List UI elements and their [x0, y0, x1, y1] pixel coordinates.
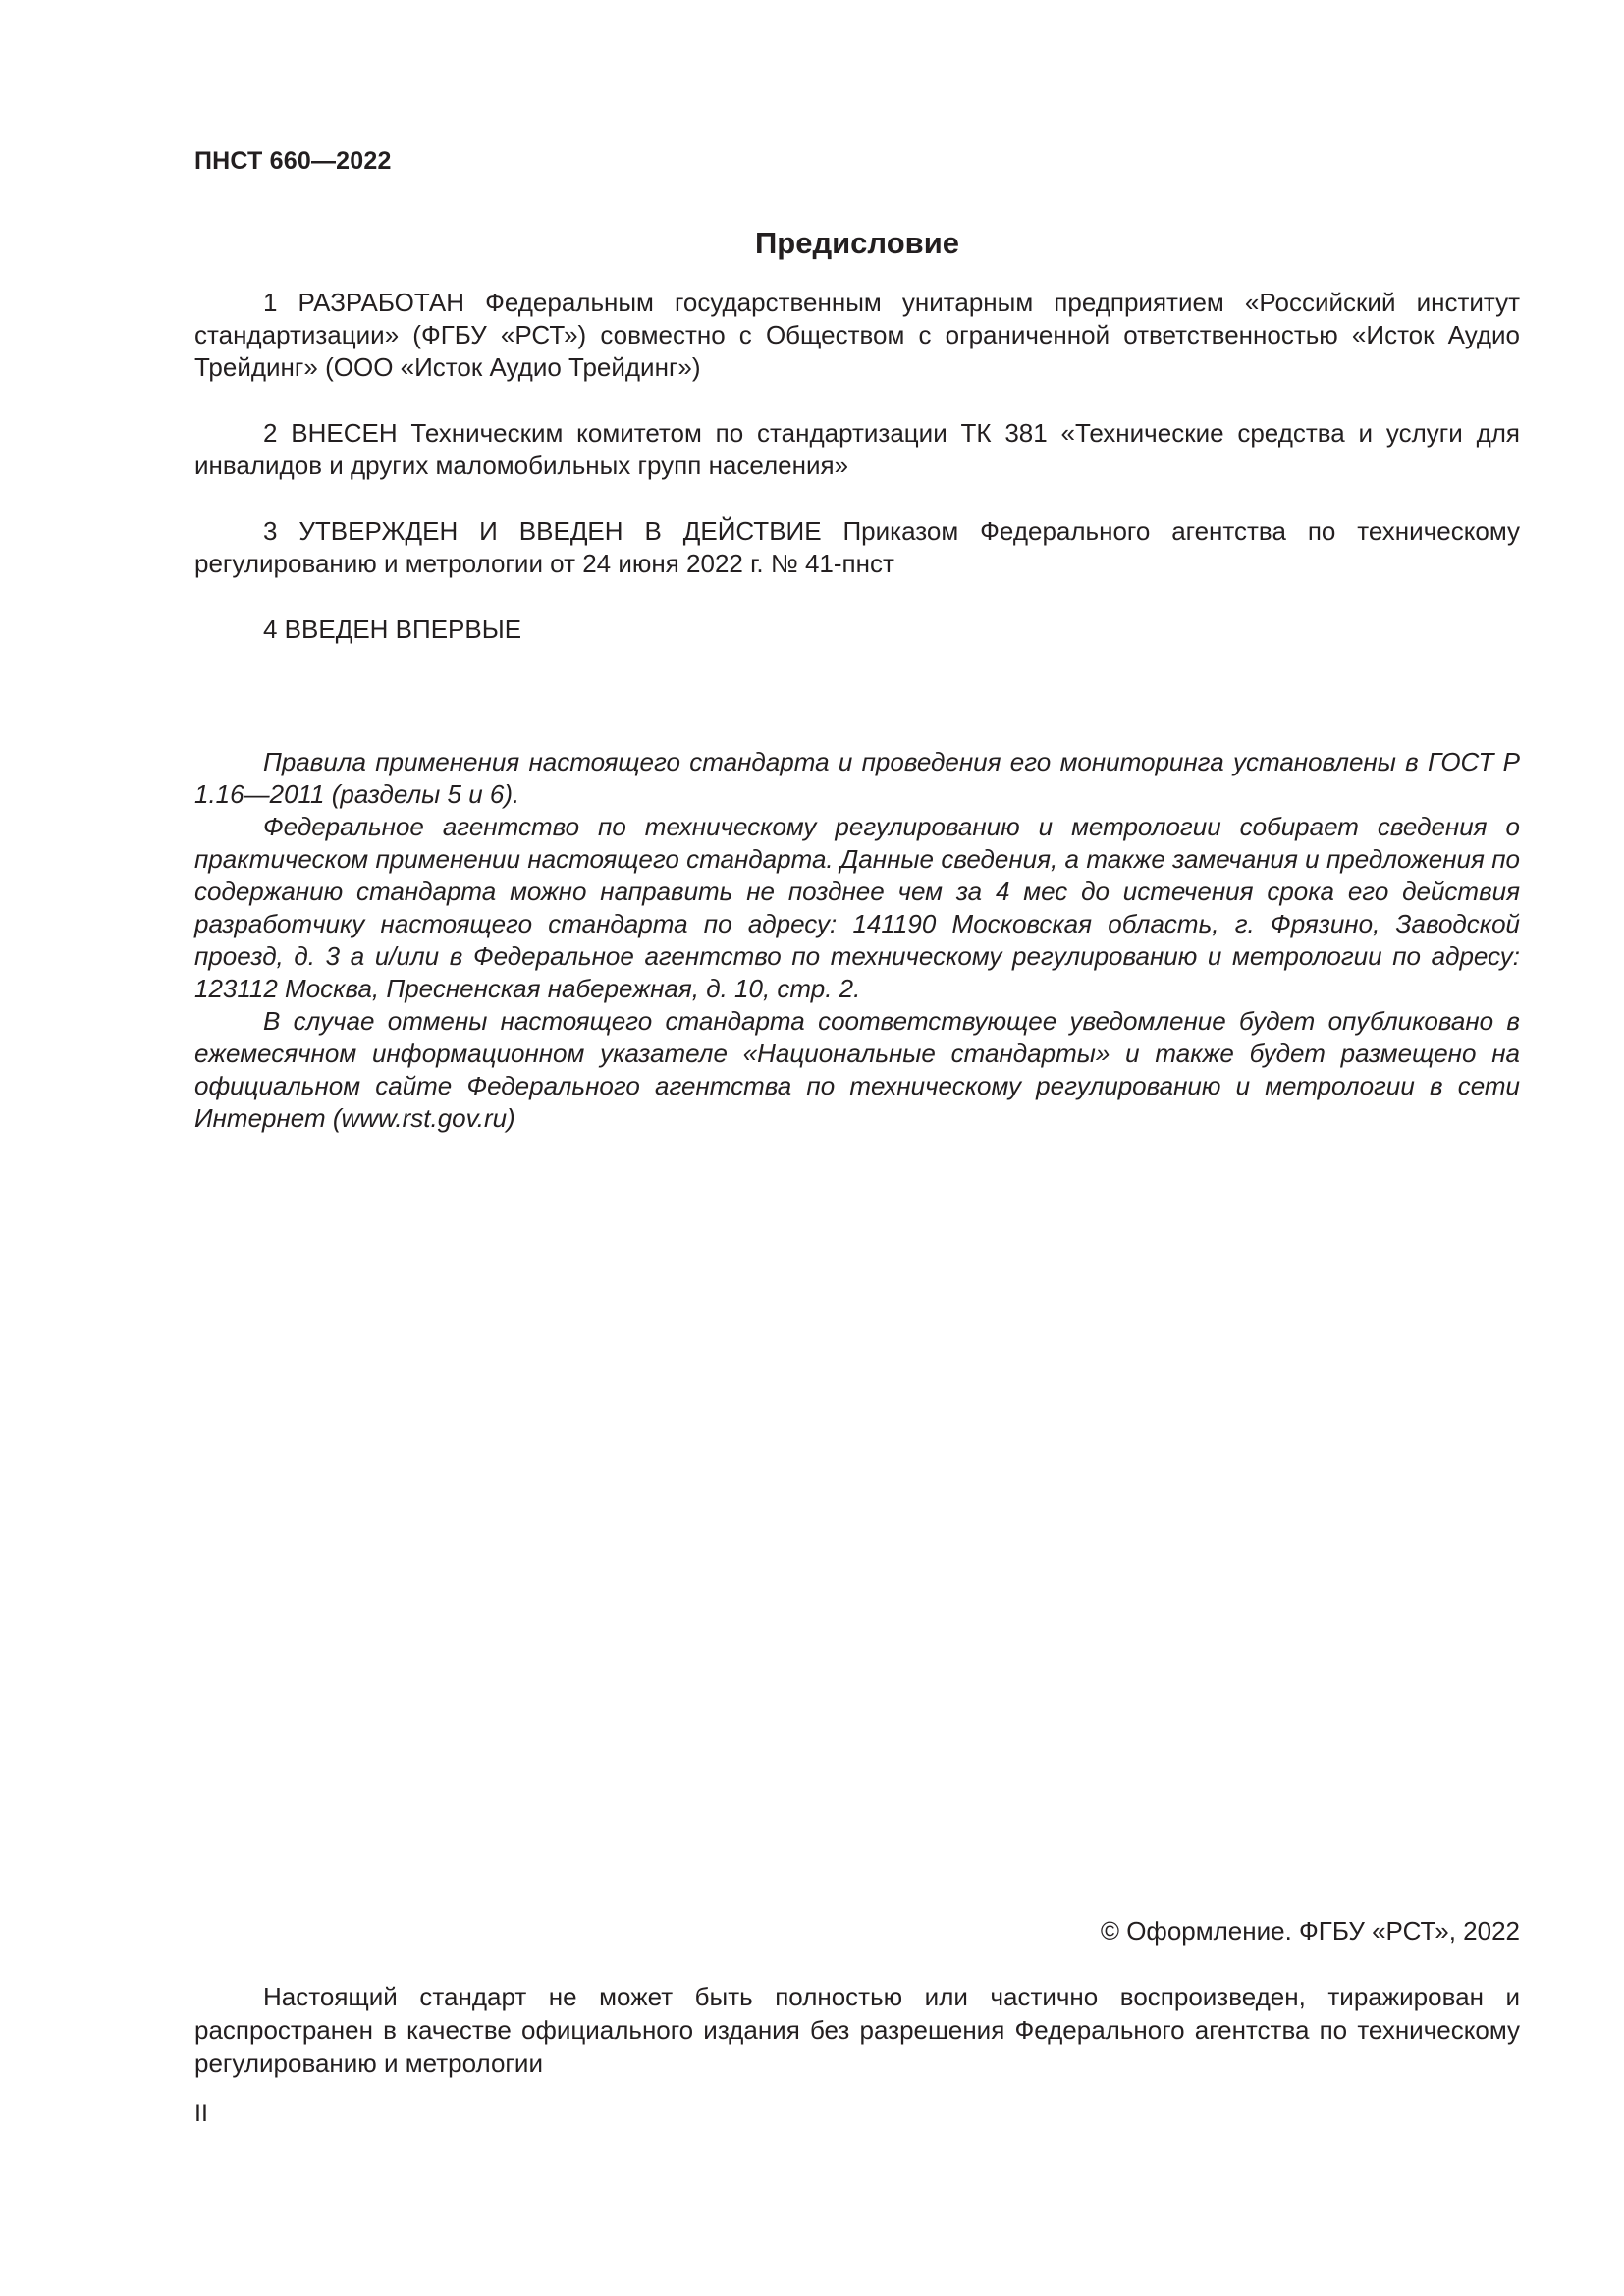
page-number: II: [194, 2100, 208, 2127]
document-code: ПНСТ 660—2022: [194, 147, 392, 175]
foreword-item-3: 3 УТВЕРЖДЕН И ВВЕДЕН В ДЕЙСТВИЕ Приказом Федерального агентства по техническому регулированию и метрологии от 24 июня 2022 г. № 41-пнст: [194, 516, 1520, 578]
foreword-title: Предисловие: [754, 226, 959, 260]
application-notice: [194, 746, 1520, 1135]
notice-paragraph-3: В случае отмены настоящего стандарта соответствующее уведомление будет опубликовано в ежемесячном информационном указателе «Национальные стандарты» и также будет размещено на официальном сайте Федерального агентства по техническому регулированию и метрологии в сети Интернет (www.rst.gov.ru): [194, 1006, 1520, 1133]
foreword-item-4: 4 ВВЕДЕН ВПЕРВЫЕ: [263, 614, 522, 644]
reproduction-note: Настоящий стандарт не может быть полностью или частично воспроизведен, тиражирован и распространен в качестве официального издания без разрешения Федерального агентства по техническому регулированию и метрологии: [194, 1982, 1520, 2078]
copyright-line: © Оформление. ФГБУ «РСТ», 2022: [1100, 1916, 1520, 1946]
notice-paragraph-1: Правила применения настоящего стандарта и проведения его мониторинга установлены в ГОСТ Р 1.16—2011 (разделы 5 и 6).: [194, 747, 1520, 809]
foreword-item-1: 1 РАЗРАБОТАН Федеральным государственным унитарным предприятием «Российский институт стандартизации» (ФГБУ «РСТ») совместно с Обществом с ограниченной ответственностью «Исток Аудио Трейдинг» (ООО «Исток Аудио Трейдинг»): [194, 288, 1520, 382]
notice-paragraph-2: Федеральное агентство по техническому регулированию и метрологии собирает сведения о практическом применении настоящего стандарта. Данные сведения, а также замечания и предложения по содержанию стандарта можно направить не позднее чем за 4 мес до истечения срока его действия разработчику настоящего стандарта по адресу: 141190 Московская область, г. Фрязино, Заводской проезд, д. 3 а и/или в Федеральное агентство по техническому регулированию и метрологии по адресу: 123112 Москва, Пресненская набережная, д. 10, стр. 2.: [194, 812, 1520, 1003]
foreword-item-2: 2 ВНЕСЕН Техническим комитетом по стандартизации ТК 381 «Технические средства и услуги для инвалидов и других маломобильных групп населения»: [194, 418, 1520, 480]
